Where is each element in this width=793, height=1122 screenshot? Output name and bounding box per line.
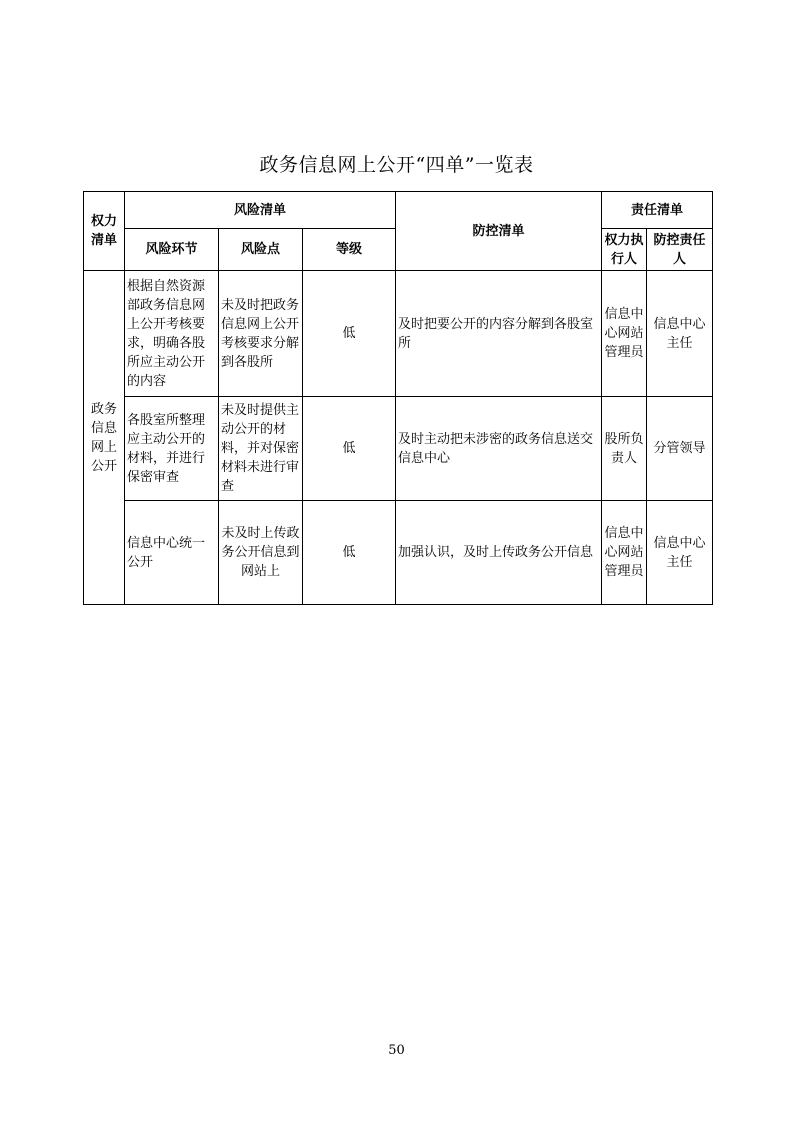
header-duty-list: 责任清单	[602, 192, 713, 229]
risk-point-cell: 未及时把政务信息网上公开考核要求分解到各股所	[219, 271, 303, 397]
risk-link-cell: 各股室所整理应主动公开的材料，并进行保密审查	[125, 397, 219, 501]
table-row	[84, 271, 713, 397]
executor-cell: 信息中心网站管理员	[602, 501, 647, 605]
duty-cell: 信息中心主任	[647, 501, 713, 605]
header-row-1	[84, 192, 713, 229]
header-control-list: 防控清单	[396, 192, 602, 271]
document-title: 政务信息网上公开“四单”一览表	[259, 154, 534, 176]
control-cell: 加强认识，及时上传政务公开信息	[396, 501, 602, 605]
header-risk-point: 风险点	[219, 229, 303, 271]
four-lists-table	[83, 191, 713, 605]
table-row	[84, 397, 713, 501]
table-row	[84, 501, 713, 605]
header-power-list: 权力清单	[84, 192, 125, 271]
risk-point-cell: 未及时上传政务公开信息到网站上	[219, 501, 303, 605]
duty-cell: 信息中心主任	[647, 271, 713, 397]
power-item-cell: 政务信息网上公开	[84, 271, 125, 605]
header-level: 等级	[303, 229, 396, 271]
control-cell: 及时主动把未涉密的政务信息送交信息中心	[396, 397, 602, 501]
executor-cell: 信息中心网站管理员	[602, 271, 647, 397]
risk-link-cell: 根据自然资源部政务信息网上公开考核要求，明确各股所应主动公开的内容	[125, 271, 219, 397]
header-control-duty: 防控责任人	[647, 229, 713, 271]
level-cell: 低	[303, 397, 396, 501]
executor-cell: 股所负责人	[602, 397, 647, 501]
page-number: 50	[388, 1043, 405, 1058]
duty-cell: 分管领导	[647, 397, 713, 501]
level-cell: 低	[303, 501, 396, 605]
control-cell: 及时把要公开的内容分解到各股室所	[396, 271, 602, 397]
risk-link-cell: 信息中心统一公开	[125, 501, 219, 605]
header-risk-list: 风险清单	[125, 192, 396, 229]
risk-point-cell: 未及时提供主动公开的材料，并对保密材料未进行审查	[219, 397, 303, 501]
header-executor: 权力执行人	[602, 229, 647, 271]
header-risk-link: 风险环节	[125, 229, 219, 271]
level-cell: 低	[303, 271, 396, 397]
